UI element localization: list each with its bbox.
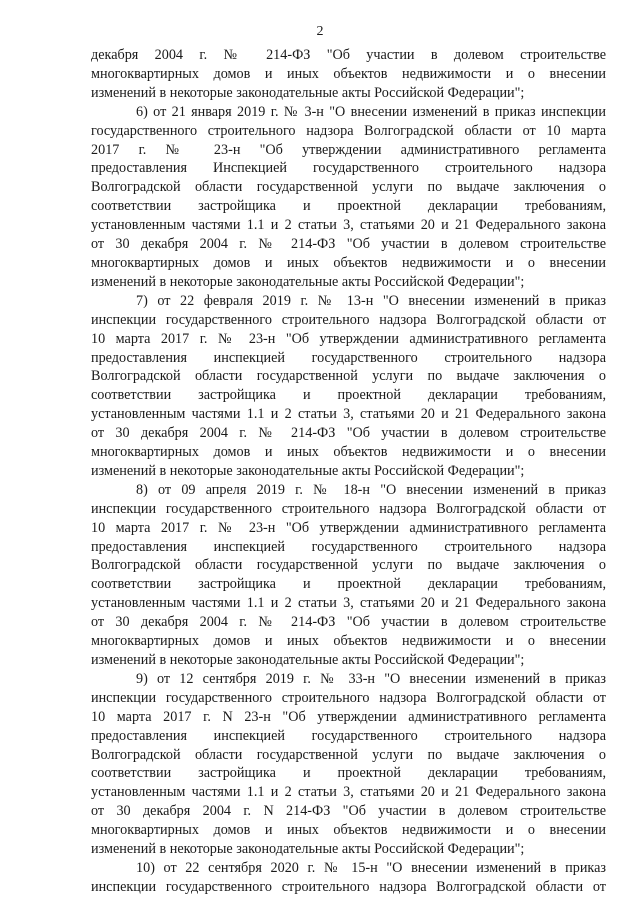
text-line: 10 марта 2017 г. № 23-н "Об утверждении административного регламента	[91, 519, 606, 536]
text-line: от 30 декабря 2004 г. № 214-ФЗ "Об участии в долевом строительстве	[91, 614, 606, 631]
text-line: 6) от 21 января 2019 г. № 3-н "О внесении изменений в приказ инспекции	[136, 103, 606, 120]
paragraph-item-10	[91, 859, 606, 897]
paragraph-item-8	[91, 481, 606, 670]
text-line: изменений в некоторые законодательные акты Российской Федерации";	[91, 462, 525, 479]
text-line: предоставления Инспекцией государственного строительного надзора	[91, 160, 606, 177]
text-line: изменений в некоторые законодательные акты Российской Федерации";	[91, 841, 525, 858]
text-line: соответствии застройщика и проектной декларации требованиям,	[91, 198, 606, 215]
text-line: инспекции государственного строительного надзора Волгоградской области от	[91, 689, 606, 706]
text-line: 8) от 09 апреля 2019 г. № 18-н "О внесении изменений в приказ	[136, 481, 606, 498]
paragraph-item-6	[91, 103, 606, 292]
text-line: многоквартирных домов и иных объектов недвижимости и о внесении	[91, 822, 606, 839]
text-line: Волгоградской области государственной услуги по выдаче заключения о	[91, 368, 606, 385]
text-line: многоквартирных домов и иных объектов недвижимости и о внесении	[91, 633, 606, 650]
text-line: 10 марта 2017 г. № 23-н "Об утверждении административного регламента	[91, 330, 606, 347]
text-line: инспекции государственного строительного надзора Волгоградской области от	[91, 878, 606, 895]
text-line: 7) от 22 февраля 2019 г. № 13-н "О внесении изменений в приказ	[136, 292, 606, 309]
text-line: государственного строительного надзора Волгоградской области от 10 марта	[91, 122, 606, 139]
text-line: 2017 г. № 23-н "Об утверждении административного регламента	[91, 141, 606, 158]
text-line: инспекции государственного строительного надзора Волгоградской области от	[91, 311, 606, 328]
text-line: многоквартирных домов и иных объектов недвижимости и о внесении	[91, 65, 606, 82]
text-line: Волгоградской области государственной услуги по выдаче заключения о	[91, 179, 606, 196]
paragraph-continuation	[91, 46, 606, 103]
text-line: изменений в некоторые законодательные акты Российской Федерации";	[91, 273, 525, 290]
text-line: установленным частями 1.1 и 2 статьи 3, статьями 20 и 21 Федерального закона	[91, 217, 606, 234]
text-line: инспекции государственного строительного надзора Волгоградской области от	[91, 500, 606, 517]
text-line: предоставления инспекцией государственного строительного надзора	[91, 349, 606, 366]
text-line: многоквартирных домов и иных объектов недвижимости и о внесении	[91, 444, 606, 461]
text-line: изменений в некоторые законодательные акты Российской Федерации";	[91, 84, 525, 101]
text-line: от 30 декабря 2004 г. N 214-ФЗ "Об участии в долевом строительстве	[91, 803, 606, 820]
text-line: предоставления инспекцией государственного строительного надзора	[91, 727, 606, 744]
text-line: от 30 декабря 2004 г. № 214-ФЗ "Об участии в долевом строительстве	[91, 236, 606, 253]
text-line: Волгоградской области государственной услуги по выдаче заключения о	[91, 557, 606, 574]
paragraph-item-9	[91, 670, 606, 859]
text-line: соответствии застройщика и проектной декларации требованиям,	[91, 576, 606, 593]
text-line: соответствии застройщика и проектной декларации требованиям,	[91, 765, 606, 782]
paragraph-item-7	[91, 292, 606, 481]
text-line: установленным частями 1.1 и 2 статьи 3, статьями 20 и 21 Федерального закона	[91, 595, 606, 612]
page-number: 2	[316, 24, 324, 39]
document-body	[91, 46, 606, 897]
text-line: декабря 2004 г. № 214-ФЗ "Об участии в долевом строительстве	[91, 47, 606, 63]
text-line: 10) от 22 сентября 2020 г. № 15-н "О внесении изменений в приказ	[136, 859, 606, 876]
text-line: Волгоградской области государственной услуги по выдаче заключения о	[91, 746, 606, 763]
text-line: установленным частями 1.1 и 2 статьи 3, статьями 20 и 21 Федерального закона	[91, 784, 606, 801]
text-line: соответствии застройщика и проектной декларации требованиям,	[91, 387, 606, 404]
text-line: 10 марта 2017 г. N 23-н "Об утверждении административного регламента	[91, 708, 606, 725]
text-line: 9) от 12 сентября 2019 г. № 33-н "О внесении изменений в приказ	[136, 670, 606, 687]
text-line: предоставления инспекцией государственного строительного надзора	[91, 538, 606, 555]
text-line: установленным частями 1.1 и 2 статьи 3, статьями 20 и 21 Федерального закона	[91, 406, 606, 423]
text-line: многоквартирных домов и иных объектов недвижимости и о внесении	[91, 254, 606, 271]
text-line: от 30 декабря 2004 г. № 214-ФЗ "Об участии в долевом строительстве	[91, 425, 606, 442]
text-line: изменений в некоторые законодательные акты Российской Федерации";	[91, 652, 525, 668]
